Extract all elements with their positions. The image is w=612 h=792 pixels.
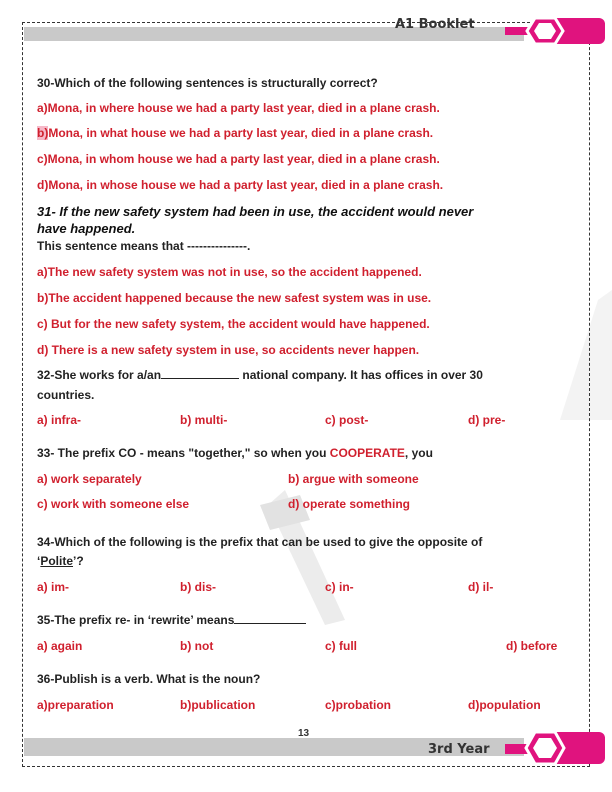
q34-keyword: Polite — [40, 554, 74, 568]
q35-option-b: b) not — [180, 639, 214, 653]
question-31-line1: 31- If the new safety system had been in use, the accident would never — [37, 204, 474, 219]
q33-option-d: d) operate something — [288, 497, 411, 511]
question-33 — [37, 446, 433, 460]
header-logo-shape — [505, 14, 605, 48]
page-number: 13 — [298, 728, 310, 739]
question-30: 30-Which of the following sentences is structurally correct? — [37, 76, 378, 90]
q35-option-c: c) full — [325, 639, 357, 653]
q31-option-b: b)The accident happened because the new safest system was in use. — [37, 291, 432, 305]
q30-option-c: c)Mona, in whom house we had a party last year, died in a plane crash. — [37, 152, 440, 166]
q33-option-a: a) work separately — [37, 472, 142, 486]
question-31-prompt: This sentence means that ---------------. — [37, 239, 251, 253]
q34-quote-open: ‘ — [37, 554, 41, 568]
q33-keyword: COOPERATE — [329, 446, 405, 460]
q35-blank — [234, 623, 306, 624]
q34-option-b: b) dis- — [180, 580, 216, 594]
q33-text-after: , you — [404, 446, 433, 460]
q35-text: 35-The prefix re- in ‘rewrite’ means — [37, 613, 235, 627]
q36-option-a: a)preparation — [37, 698, 114, 712]
q31-option-a: a)The new safety system was not in use, so the accident happened. — [37, 265, 422, 279]
q30-option-a: a)Mona, in where house we had a party last year, died in a plane crash. — [37, 101, 440, 115]
q30-option-b — [37, 126, 433, 140]
q34-quote-close: ’? — [73, 554, 84, 568]
q34-option-d: d) il- — [468, 580, 494, 594]
question-32-line2: countries. — [37, 388, 95, 402]
q31-option-c: c) But for the new safety system, the accident would have happened. — [37, 317, 430, 331]
q35-option-a: a) again — [37, 639, 83, 653]
question-34-line2 — [37, 554, 84, 568]
question-34-line1: 34-Which of the following is the prefix that can be used to give the opposite of — [37, 535, 483, 549]
q35-option-d: d) before — [506, 639, 558, 653]
q31-option-d: d) There is a new safety system in use, so accidents never happen. — [37, 343, 420, 357]
question-32 — [37, 368, 483, 382]
q32-option-a: a) infra- — [37, 413, 82, 427]
q32-option-d: d) pre- — [468, 413, 506, 427]
q32-option-b: b) multi- — [180, 413, 228, 427]
q36-option-d: d)population — [468, 698, 541, 712]
q36-option-b: b)publication — [180, 698, 256, 712]
question-35 — [37, 613, 306, 627]
question-36: 36-Publish is a verb. What is the noun? — [37, 672, 261, 686]
q33-text-before: 33- The prefix CO - means "together," so when you — [37, 446, 330, 460]
footer-logo-shape — [505, 728, 605, 768]
q32-text-after: national company. It has offices in over 30 — [242, 368, 483, 382]
header-title: A1 Booklet — [395, 17, 475, 32]
question-31-line2: have happened. — [37, 221, 136, 236]
q34-option-a: a) im- — [37, 580, 70, 594]
q30-option-d: d)Mona, in whose house we had a party last year, died in a plane crash. — [37, 178, 444, 192]
q36-option-c: c)probation — [325, 698, 391, 712]
q33-option-c: c) work with someone else — [37, 497, 190, 511]
q33-option-b: b) argue with someone — [288, 472, 419, 486]
q34-option-c: c) in- — [325, 580, 354, 594]
q32-text-before: 32-She works for a/an — [37, 368, 162, 382]
q30-option-b-text: Mona, in what house we had a party last year, died in a plane crash. — [48, 126, 434, 140]
footer-title: 3rd Year — [428, 742, 490, 757]
q32-option-c: c) post- — [325, 413, 369, 427]
q32-blank — [161, 378, 239, 379]
q30-option-b-letter: b) — [37, 126, 49, 140]
